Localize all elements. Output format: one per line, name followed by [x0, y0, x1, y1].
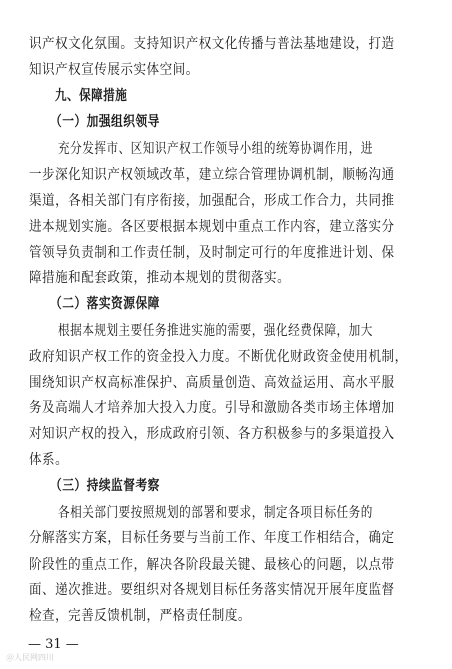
- subsection-heading: （二）落实资源保障: [50, 295, 160, 312]
- body-line: 根据本规划主要任务推进实施的需要，强化经费保障，加大: [58, 322, 373, 339]
- body-line: 知识产权宣传展示实体空间。: [29, 61, 199, 78]
- body-line: 充分发挥市、区知识产权工作领导小组的统筹协调作用，进: [58, 141, 373, 158]
- subsection-heading: （三）持续监督考察: [50, 478, 160, 494]
- body-line: 面、递次推进。要组织对各规划目标任务落实情况开展年度监督: [29, 582, 395, 599]
- body-line: 障措施和配套政策，推动本规划的贯彻落实。: [29, 270, 291, 287]
- body-line: 管领导负责制和工作责任制，及时制定可行的年度推进计划、保: [29, 244, 395, 261]
- body-line: 阶段性的重点工作，解决各阶段最关键、最核心的问题，以点带: [29, 556, 395, 573]
- body-line: 分解落实方案，目标任务要与当前工作、年度工作相结合，确定: [29, 530, 395, 547]
- body-line: 一步深化知识产权领域改革，建立综合管理协调机制，顺畅沟通: [29, 166, 395, 183]
- body-line: 渠道，各相关部门有序衔接，加强配合，形成工作合力，共同推: [29, 193, 395, 210]
- section-heading: 九、保障措施: [55, 88, 128, 105]
- body-line: 各相关部门要按照规划的部署和要求，制定各项目标任务的: [58, 504, 373, 521]
- watermark: ＠人民网四川: [6, 653, 54, 662]
- body-line: 对知识产权的投入，形成政府引领、各方积极参与的多渠道投入: [29, 425, 395, 442]
- body-line: 体系。: [29, 452, 69, 469]
- subsection-heading: （一）加强组织领导: [50, 113, 160, 130]
- body-line: 检查，完善反馈机制，严格责任制度。: [29, 608, 251, 624]
- body-line: 政府知识产权工作的资金投入力度。不断优化财政资金使用机制，: [29, 349, 408, 365]
- body-line: 围绕知识产权高标准保护、高质量创造、高效益运用、高水平服: [29, 374, 395, 391]
- body-line: 识产权文化氛围。支持知识产权文化传播与普法基地建设，打造: [29, 36, 395, 52]
- body-line: 务及高端人才培养加大投入力度。引导和激励各类市场主体增加: [29, 400, 395, 417]
- page-number: — 31 —: [28, 637, 79, 652]
- body-line: 进本规划实施。各区要根据本规划中重点工作内容，建立落实分: [29, 219, 395, 235]
